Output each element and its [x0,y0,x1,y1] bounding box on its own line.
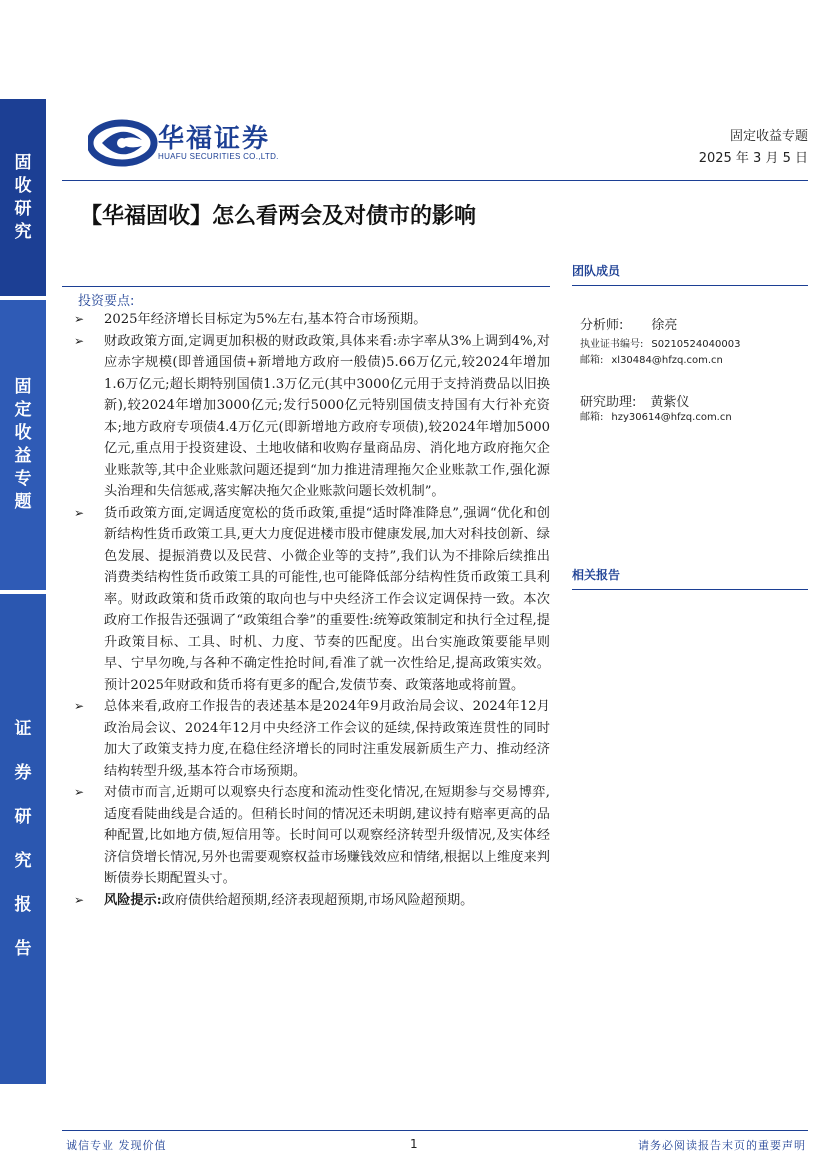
license-label: 执业证书编号: [580,339,644,350]
bullet-arrow-icon: ➢ [74,699,85,713]
header-divider [62,180,808,181]
related-reports-section [572,566,808,590]
sidebar-char: 收 [14,175,32,196]
bullet-arrow-icon: ➢ [74,892,85,907]
key-point-item [74,309,550,331]
analyst-label: 分析师: [580,318,624,333]
header-meta [699,126,808,170]
analyst-row [572,314,808,333]
assistant-name: 黄紫仪 [650,395,690,410]
key-point-item [74,503,550,697]
license-row [572,337,808,353]
bullet-arrow-icon: ➢ [74,505,85,520]
assistant-email[interactable]: hzy30614@hfzq.com.cn [611,412,732,423]
report-title: 【华福固收】怎么看两会及对债市的影响 [80,204,477,229]
sidebar-char: 收 [14,423,32,443]
key-point-text: 财政政策方面,定调更加积极的财政政策,具体来看:赤字率从3%上调到4%,对应赤字规模(即普通国债+新增地方政府一般债)5.66万亿元,较2024年增加1.6万亿元;超长期特别国债1.3万亿元(其中3000亿元用于支持消费品以旧换新),较2024年增加3000亿元;发行5000亿元特别国债支持国有大行补充资本;地方政府专项债4.4万亿元(即新增地方政府专项债),较2024年增加5000亿元,重点用于投资建设、土地收储和收购存量商品房、消化地方政府拖欠企业账款等,其中企业账款问题还提到“加力推进清理拖欠企业账款工作,强化源头治理和失信惩戒,落实解决拖欠企业账款问题长效机制”。 [104,333,550,499]
analyst-email-label: 邮箱: [580,355,604,366]
title-divider [62,286,550,287]
footer-slogan: 诚信专业 发现价值 [66,1139,167,1152]
team-section [572,262,808,426]
assistant-email-row [572,410,808,426]
assistant-email-label: 邮箱: [580,412,604,423]
key-point-text: 政府债供给超预期,经济表现超预期,市场风险超预期。 [161,892,474,908]
sidebar-char: 益 [14,446,32,466]
key-point-item [74,890,550,912]
sidebar-block-securities-report [0,594,46,1084]
sidebar-char: 证 [14,719,32,739]
assistant-label: 研究助理: [580,395,637,410]
logo-company-name: 华福证券 [158,124,271,154]
key-point-item [74,782,550,890]
bullet-arrow-icon: ➢ [74,333,85,348]
sidebar-char: 究 [14,851,32,871]
key-points-list [74,309,550,911]
sidebar-char: 专 [14,469,32,489]
logo-company-english: HUAFU SECURITIES CO.,LTD. [158,152,279,161]
analyst-name: 徐亮 [651,318,678,333]
bullet-arrow-icon: ➢ [74,312,85,326]
assistant-row [572,391,808,410]
page-number: 1 [410,1137,418,1151]
key-point-text: 总体来看,政府工作报告的表述基本是2024年9月政治局会议、2024年12月政治局会议、2024年12月中央经济工作会议的延续,保持政策连贯性的同时加大了政策支持力度,在稳住经济增长的同时注重发展新质生产力、推动经济结构转型升级,基本符合市场预期。 [104,699,550,779]
bullet-arrow-icon: ➢ [74,785,85,799]
report-date: 2025 年 3 月 5 日 [698,151,808,166]
key-point-text: 2025年经济增长目标定为5%左右,基本符合市场预期。 [104,312,427,327]
huafu-logo-icon [88,118,158,168]
sidebar-char: 究 [14,221,32,242]
sidebar-char: 固 [14,152,32,173]
sidebar-char: 报 [14,895,32,915]
footer-disclaimer: 请务必阅读报告末页的重要声明 [638,1139,806,1152]
footer-divider [62,1130,808,1131]
sidebar-block-fixed-income-research [0,99,46,296]
sidebar-char: 研 [14,198,32,219]
analyst-email-row [572,353,808,369]
related-reports-heading: 相关报告 [572,566,808,590]
sidebar-char: 定 [14,400,32,420]
analyst-email[interactable]: xl30484@hfzq.com.cn [611,355,723,366]
key-point-text: 货币政策方面,定调适度宽松的货币政策,重提“适时降准降息”,强调“优化和创新结构性货币政策工具,更大力度促进楼市股市健康发展,加大对科技创新、绿色发展、提振消费以及民营、小微企业等的支持”,我们认为不排除后续推出消费类结构性货币政策工具的可能性,也可能降低部分结构性货币政策工具利率。财政政策和货币政策的取向也与中央经济工作会议定调保持一致。本次政府工作报告还强调了“政策组合拳”的重要性:统筹政策制定和执行全过程,提升政策目标、工具、时机、力度、节奏的匹配度。出台实施政策要能早则早、宁早勿晚,与各种不确定性抢时间,看准了就一次性给足,提高政策实效。预计2025年财政和货币将有更多的配合,发债节奏、政策落地或将前置。 [104,505,550,693]
sidebar-block-fixed-income-topic [0,300,46,590]
key-point-text: 对债市而言,近期可以观察央行态度和流动性变化情况,在短期参与交易博弈,适度看陡曲线是合适的。但稍长时间的情况还未明朗,建议持有赔率更高的品种配置,比如地方债,短信用等。长时间可以观察经济转型升级情况,及实体经济信贷增长情况,另外也需要观察权益市场赚钱效应和情绪,根据以上维度来判断债券长期配置头寸。 [104,785,550,886]
sidebar-char: 券 [14,763,32,783]
key-point-label: 风险提示: [104,892,162,908]
license-number: S0210524040003 [651,339,741,350]
key-point-item [74,696,550,782]
sidebar-char: 告 [14,939,32,959]
key-point-item [74,331,550,503]
sidebar-char: 研 [14,807,32,827]
team-heading: 团队成员 [572,262,808,286]
key-points-heading: 投资要点: [78,294,135,309]
report-type: 固定收益专题 [729,129,808,144]
sidebar-char: 题 [14,492,32,512]
sidebar-char: 固 [14,377,32,397]
